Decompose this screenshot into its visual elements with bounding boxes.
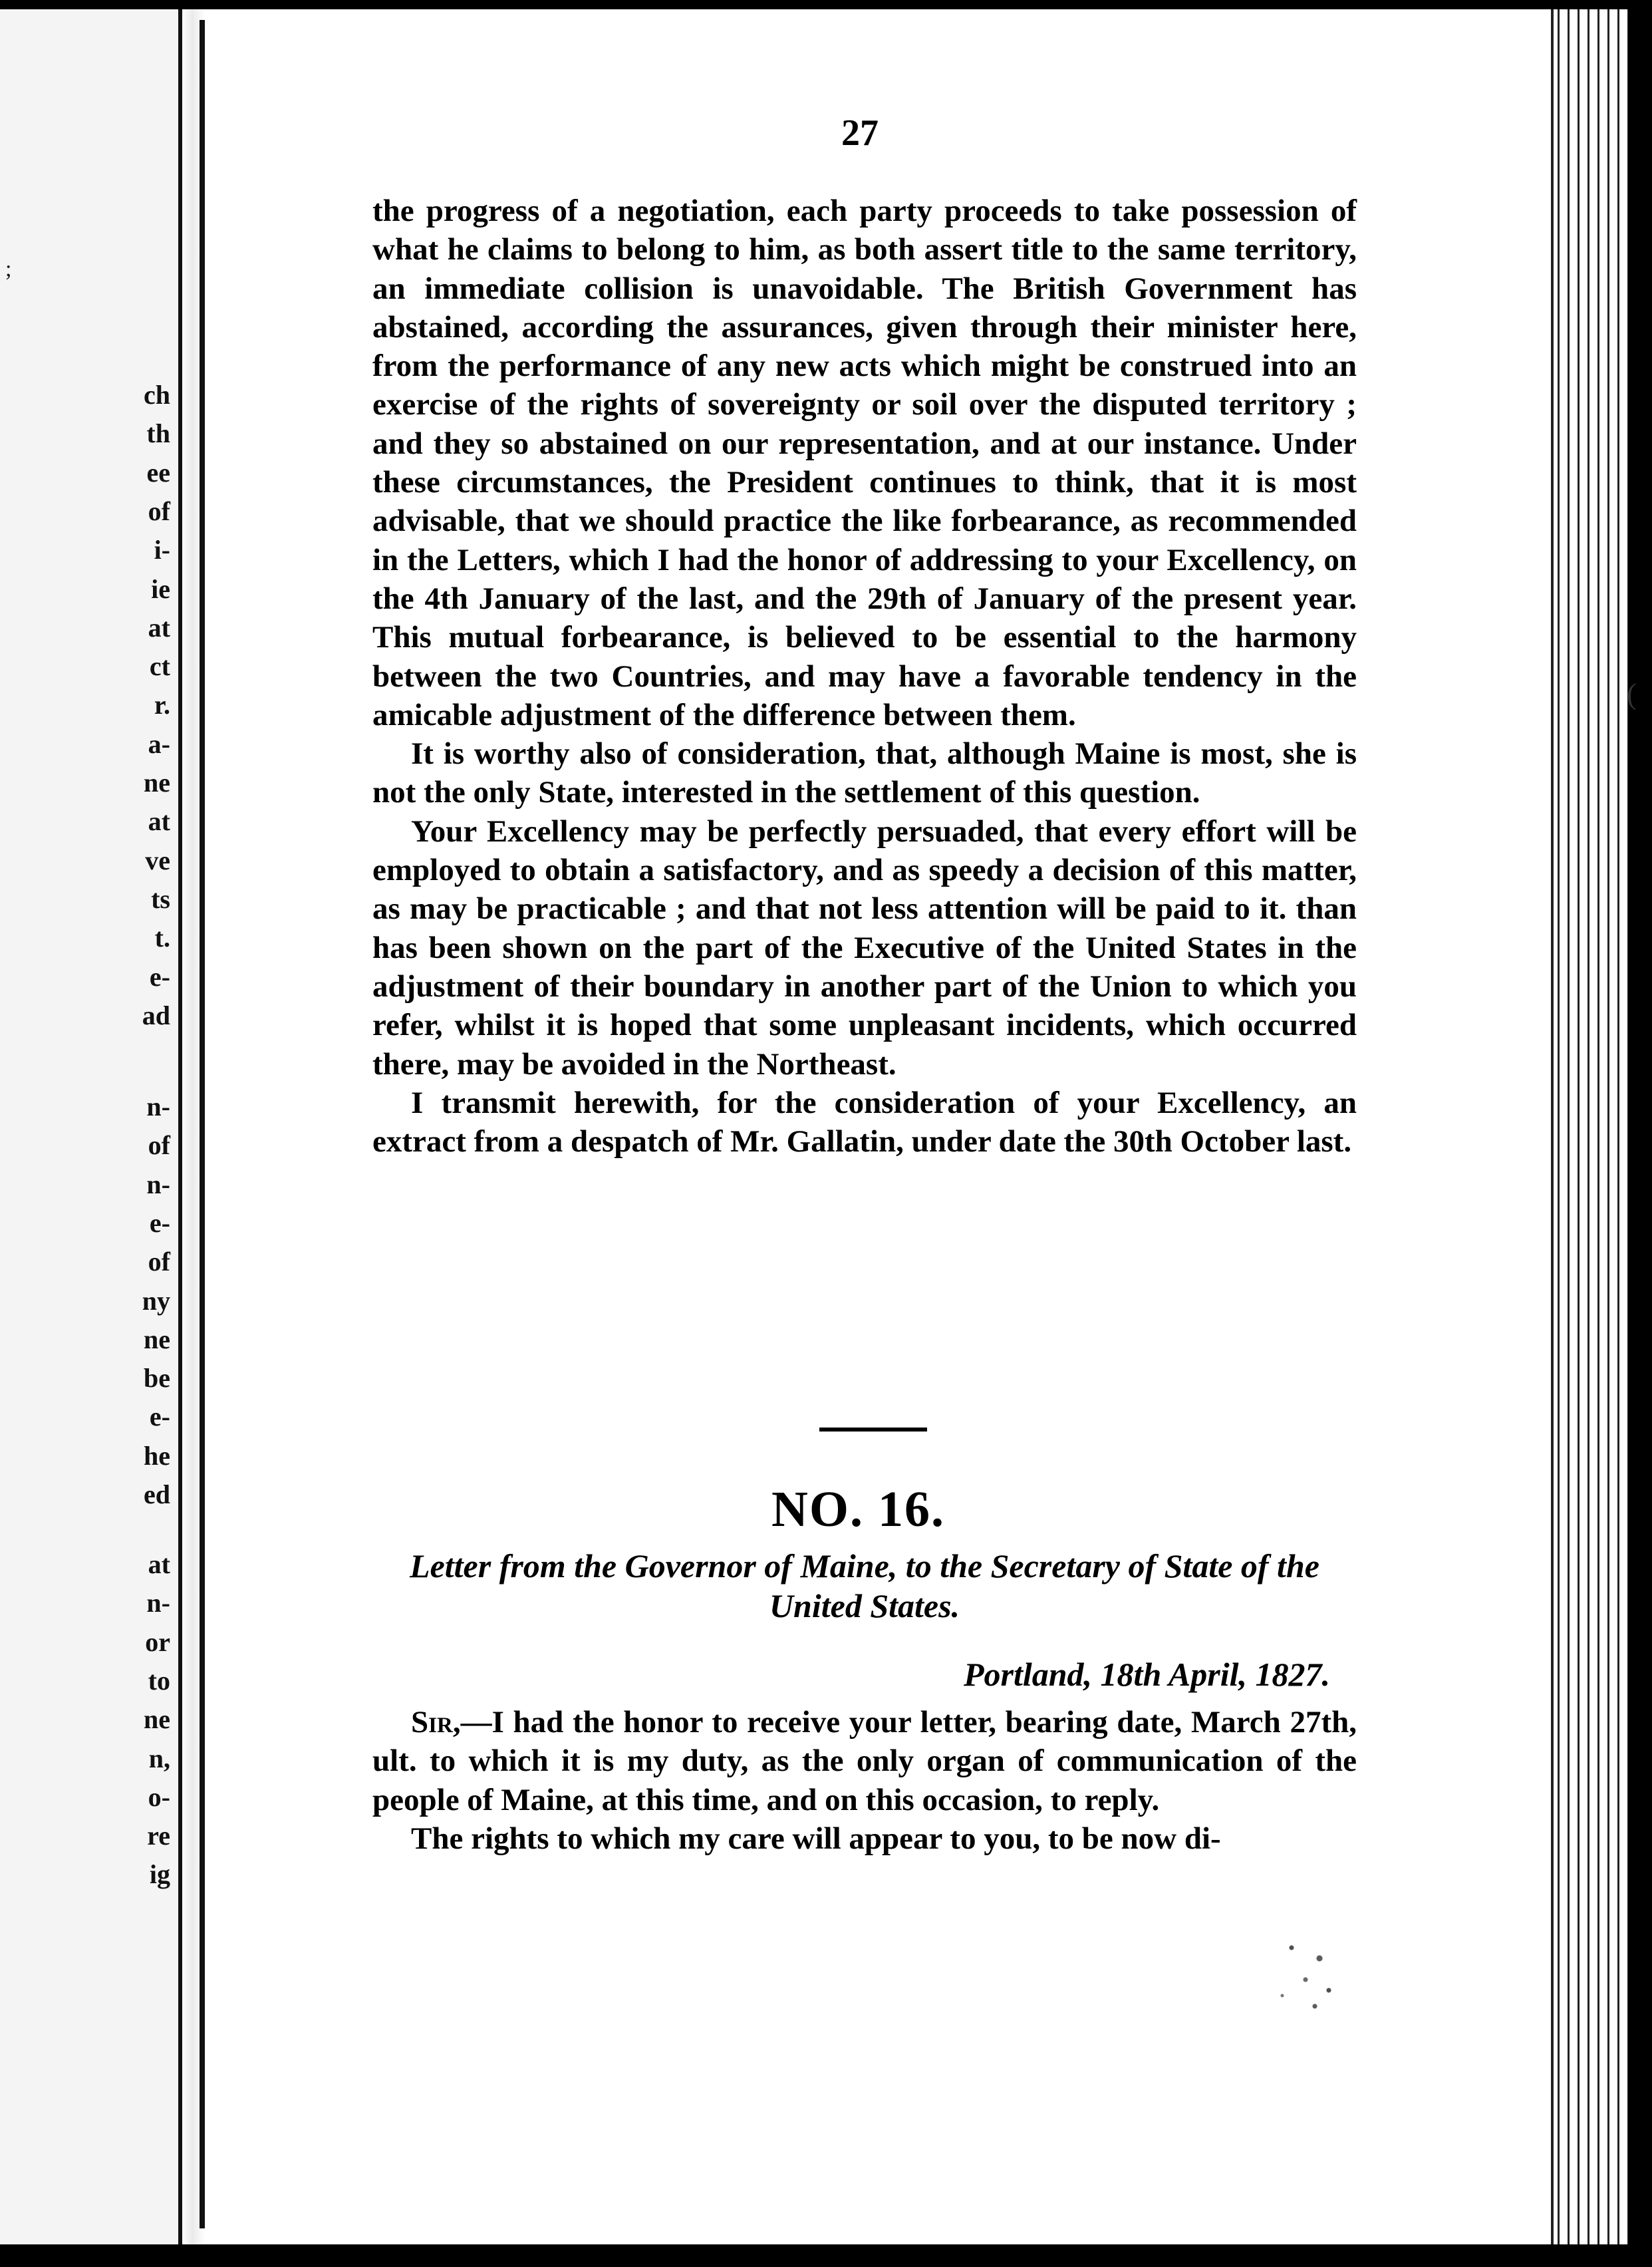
left-page-remnant: [0, 9, 182, 2244]
left-page-fragment: he: [144, 1440, 170, 1471]
left-page-fragment: ed: [144, 1479, 170, 1509]
scan-border-right: [1628, 0, 1652, 2267]
left-page-fragment: n,: [148, 1743, 170, 1773]
left-page-fragment: ts: [151, 883, 170, 914]
left-page-fragment: t.: [154, 923, 170, 953]
left-page-fragment: to: [148, 1665, 170, 1696]
left-page-fragment: ct: [149, 651, 170, 682]
left-page-fragment: a-: [148, 728, 170, 759]
paragraph: It is worthy also of consideration, that, although Maine is most, she is not the only State, interested in the settlement of this question.: [372, 736, 1357, 810]
document-number-heading: NO. 16.: [771, 1481, 945, 1537]
ink-smudge: [1264, 1916, 1357, 2022]
left-page-fragment: of: [148, 1130, 170, 1161]
left-page-fragment: of: [148, 496, 170, 526]
paragraph: Your Excellency may be perfectly persuaded, that every effort will be employed to obtain a satisfactory, and as speedy a decision of this matter, as may be practicable ; and that not less attention will be paid to it. than has been shown on the part of the Executive of the United States in the adjustment of their boundary in another part of the Union to which you refer, whilst it is hoped that some unpleasant incidents, which occurred there, may be avoided in the Northeast.: [372, 814, 1357, 1082]
paragraph: I transmit herewith, for the consideration of your Excellency, an extract from a despatch of Mr. Gallatin, under date the 30th October last.: [372, 1085, 1357, 1159]
letter-body: [372, 1703, 1357, 1858]
left-page-fragment: r.: [154, 690, 170, 720]
left-page-fragment: be: [144, 1363, 170, 1394]
page-edges: [1554, 9, 1628, 2244]
left-page-fragment: ne: [144, 1324, 170, 1354]
left-page-fragment: ve: [145, 845, 170, 875]
left-page-fragment: at: [148, 612, 170, 643]
left-page-stray-mark: ;: [5, 257, 12, 281]
letter-title: Letter from the Governor of Maine, to the Secretary of State of the United States.: [410, 1547, 1319, 1624]
left-page-fragment: of: [148, 1247, 170, 1277]
left-page-fragment: re: [147, 1821, 170, 1851]
left-page-fragment: e-: [149, 1402, 170, 1432]
left-page-fragment: ee: [146, 457, 170, 488]
left-page-fragment: ie: [151, 573, 170, 604]
paragraph-continuation: the progress of a negotiation, each party proceeds to take possession of what he claims to belong to him, as both assert title to the same territory, an immediate collision is unavoidable. The British Government has abstained, according the assurances, given through their minister here, from the performance of any new acts which might be construed into an exercise of the rights of sovereignty or soil over the disputed territory ; and they so abstained on our representation, and at our instance. Under these circumstances, the President continues to think, that it is most advisable, that we should practice the like forbearance, as recommended in the Letters, which I had the honor of addressing to your Excellency, on the 4th January of the last, and the 29th of January of the present year. This mutual forbearance, is believed to be essential to the harmony between the two Countries, and may have a favorable tendency in the amicable adjustment of the difference between them.: [372, 194, 1357, 732]
left-page-fragment: n-: [146, 1092, 170, 1122]
left-page-fragment: th: [146, 418, 170, 449]
page-number: 27: [841, 112, 879, 154]
left-page-fragment: ne: [144, 1704, 170, 1735]
left-page-fragment: or: [145, 1626, 170, 1657]
left-page-fragment: ad: [142, 1000, 170, 1030]
left-page-fragment: e-: [149, 961, 170, 992]
letter-paragraph: The rights to which my care will appear to you, to be now di-: [411, 1821, 1221, 1856]
gutter-shadow: [200, 20, 205, 2228]
left-page-fragment: ch: [144, 380, 170, 410]
left-page-fragment: i-: [154, 535, 170, 565]
scan-border-bottom: [0, 2244, 1652, 2267]
salutation: Sir,: [411, 1705, 461, 1739]
left-page-fragment: e-: [149, 1207, 170, 1238]
letter-dateline: Portland, 18th April, 1827.: [963, 1656, 1330, 1693]
section-divider: [819, 1428, 927, 1432]
scan-border-top: [0, 0, 1652, 9]
body-text: [372, 192, 1357, 1161]
letter-paragraph-text: —I had the honor to receive your letter, bearing date, March 27th, ult. to which it is my duty, as the only organ of communication of the people of Maine, at this time, and on this occasion, to reply.: [372, 1705, 1357, 1817]
left-page-fragment: n-: [146, 1588, 170, 1618]
left-page-fragment: n-: [146, 1169, 170, 1199]
margin-mark: (: [1627, 678, 1637, 710]
left-page-fragment: o-: [148, 1781, 170, 1812]
left-page-fragment: at: [148, 1549, 170, 1579]
left-page-fragment: ne: [144, 768, 170, 798]
left-page-fragment: at: [148, 806, 170, 837]
left-page-fragment: ny: [142, 1285, 170, 1316]
left-page-fragment: ig: [149, 1859, 170, 1890]
letter-paragraph: [372, 1703, 1357, 1819]
left-page-text-fragments: [0, 9, 178, 2244]
